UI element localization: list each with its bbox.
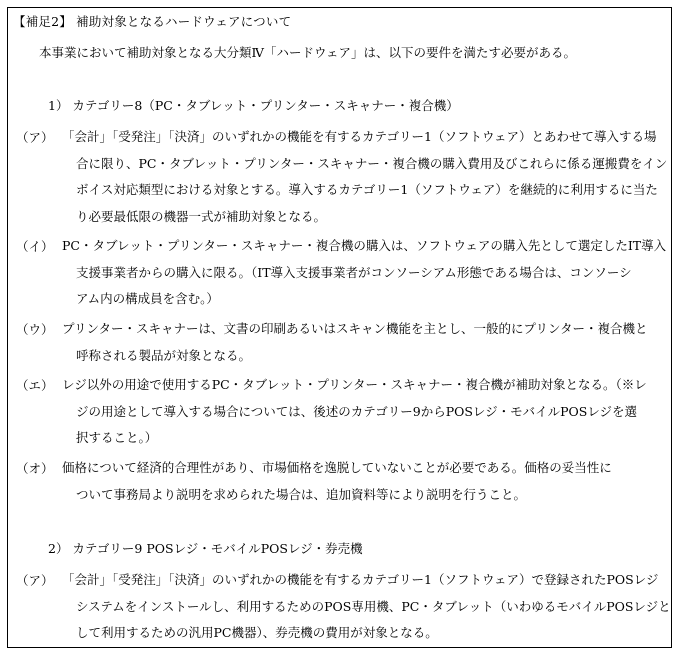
cat8-item-e: [16, 376, 666, 452]
item-line: 合に限り、PC・タブレット・プリンター・スキャナー・複合機の購入費用及びこれらに係る運搬費をイン: [76, 155, 668, 171]
item-line: して利用するための汎用PC機器）、券売機の費用が対象となる。: [76, 625, 438, 640]
item-line: プリンター・スキャナーは、文書の印刷あるいはスキャン機能を主とし、一般的にプリンター・複合機と: [62, 321, 648, 336]
item-line: 支援事業者からの購入に限る。（IT導入支援事業者がコンソーシアム形態である場合は、コンソーシ: [76, 264, 632, 280]
item-label: （イ）: [16, 239, 54, 254]
item-line: ジの用途として導入する場合については、後述のカテゴリー9からPOSレジ・モバイルPOSレジを選: [76, 403, 638, 419]
item-line: ボイス対応類型における対象とする。導入するカテゴリー1（ソフトウェア）を継続的に利用するに当た: [76, 182, 658, 197]
category-8-title: 1） カテゴリー8（PC・タブレット・プリンター・スキャナー・複合機）: [48, 98, 459, 113]
cat8-item-a: [16, 128, 666, 230]
item-label: （ア）: [16, 130, 54, 145]
item-label: （オ）: [16, 461, 54, 476]
item-line: 「会計」「受発注」「決済」のいずれかの機能を有するカテゴリー1（ソフトウェア）で登録されたPOSレジ: [62, 572, 659, 587]
item-line: 価格について経済的合理性があり、市場価格を逸脱していないことが必要である。価格の妥当性に: [62, 460, 612, 475]
item-line: 「会計」「受発注」「決済」のいずれかの機能を有するカテゴリー1（ソフトウェア）とあわせて導入する場: [62, 129, 657, 144]
category-9-title: 2） カテゴリー9 POSレジ・モバイルPOSレジ・券売機: [48, 541, 363, 556]
item-label: （ウ）: [16, 322, 54, 337]
cat8-item-o: [16, 459, 666, 508]
item-line: り必要最低限の機器一式が補助対象となる。: [76, 208, 327, 224]
cat8-item-i: [16, 237, 666, 313]
cat8-item-u: [16, 320, 666, 369]
item-label: （ア）: [16, 573, 54, 588]
item-line: ついて事務局より説明を求められた場合は、追加資料等により説明を行うこと。: [76, 486, 527, 502]
intro-paragraph: 本事業において補助対象となる大分類Ⅳ「ハードウェア」は、以下の要件を満たす必要がある。: [39, 45, 576, 60]
section-heading: 【補足2】 補助対象となるハードウェアについて: [13, 14, 292, 29]
item-line: レジ以外の用途で使用するPC・タブレット・プリンター・スキャナー・複合機が補助対象となる。（※レ: [62, 377, 647, 392]
supplement-box: [7, 7, 672, 648]
item-line: 択すること。）: [76, 430, 158, 445]
item-line: アム内の構成員を含む。）: [76, 291, 219, 306]
item-label: （エ）: [16, 378, 54, 393]
cat9-item-a: [16, 571, 671, 647]
item-line: システムをインストールし、利用するためのPOS専用機、PC・タブレット（いわゆるモバイルPOSレジと: [76, 598, 671, 614]
item-line: 呼称される製品が対象となる。: [76, 347, 252, 363]
item-line: PC・タブレット・プリンター・スキャナー・複合機の購入は、ソフトウェアの購入先として選定したIT導入: [62, 238, 667, 253]
